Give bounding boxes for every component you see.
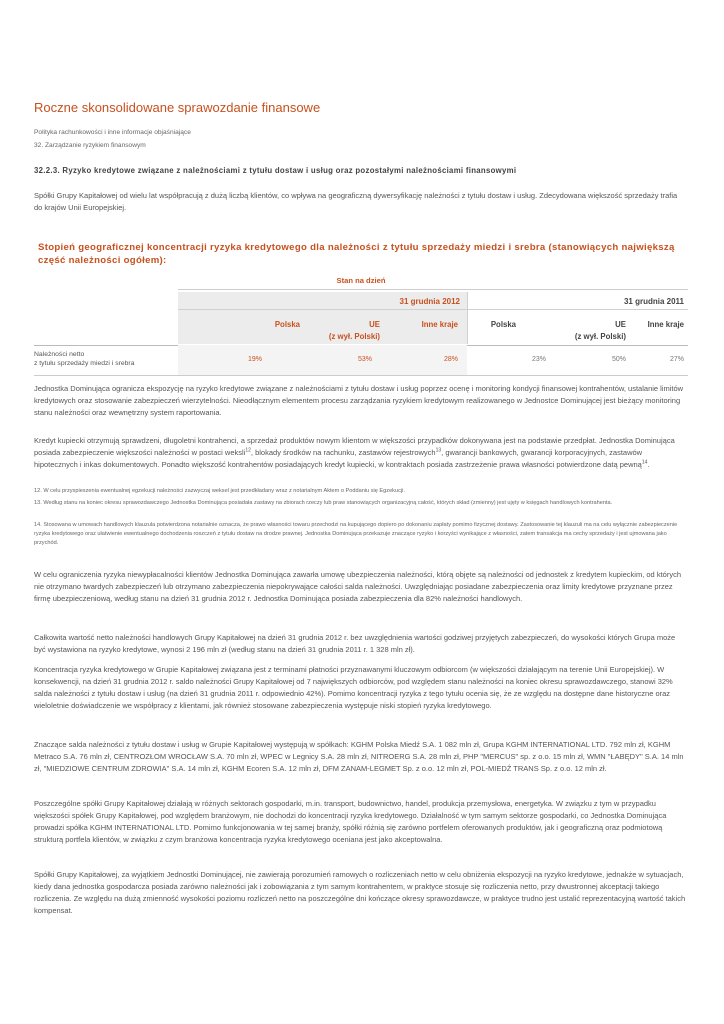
footnote-ref-12: 12 [245,447,251,454]
report-title: Roczne skonsolidowane sprawozdanie finansowe [34,100,321,115]
value-inne-2012: 28% [443,356,458,363]
paragraph-netting: Spółki Grupy Kapitałowej, za wyjątkiem Jednostki Dominującej, nie zawierają porozumień ramowych o rozliczeniach netto w celu obniżenia ekspozycji na ryzyko kredytowe, jednakże w sytuacjach, kiedy dana jednostka gospodarcza posiada zarówno należności jak i zobowiązania z tym samym kontrahentem, w praktyce stosuje się rozliczenia netto, przy dwustronnej akceptacji takiego rozliczenia. Ze względu na dużą zmienność wysokości poziomu rozliczeń netto na poszczególne dni kończące okresy sprawozdawcze, w praktyce trudno jest ustalić reprezentacyjną wartość takich kompensat. [34,870,686,915]
value-polska-2012: 19% [247,356,262,363]
date-rule [178,309,688,310]
paragraph-significant-balances: Znaczące salda należności z tytułu dostaw i usług w Grupie Kapitałowej występują w spółkach: KGHM Polska Miedź S.A. 1 082 mln zł, Grupa KGHM INTERNATIONAL LTD. 792 mln zł, KGHM Metraco S.A. 76 mln zł, CENTROZŁOM WROCŁAW S.A. 70 mln zł, WPEC w Legnicy S.A. 28 mln zł, NITROERG S.A. 28 mln zł, PHP "MERCUS" sp. z o.o. 15 mln zł, WMN "ŁABĘDY" S.A. 14 mln zł, "MIEDZIOWE CENTRUM ZDROWIA" S.A. 14 mln zł, KGHM Ecoren S.A. 12 mln zł, DFM ZANAM-LEGMET Sp. z o.o. 12 mln zł, POL-MIEDŹ TRANS Sp. z o.o. 12 mln zł. [34,740,684,773]
intro-paragraph: Spółki Grupy Kapitałowej od wielu lat współpracują z dużą liczbą klientów, co wpływa na geograficzną dywersyfikację należności z tytułu dostaw i usług. Zdecydowana większość sprzedaży trafia do krajów Unii Europejskiej. [34,191,678,212]
value-ue-2012: 53% [357,356,372,363]
table-heading: Stopień geograficznej koncentracji ryzyka kredytowego dla należności z tytułu sprzedaży miedzi i srebra (stanowiących największą część należności ogółem): [38,242,675,266]
value-polska-2011: 23% [531,356,546,363]
value-ue-2011: 50% [611,356,626,363]
column-header-polska-2011: Polska [490,320,516,329]
stan-na-dzien-label: Stan na dzień [336,276,386,285]
breadcrumb-risk-management: 32. Zarządzanie ryzykiem finansowym [34,142,146,149]
table-bottom-rule [34,375,688,376]
date-current-header: 31 grudnia 2012 [399,297,460,306]
section-heading: 32.2.3. Ryzyko kredytowe związane z należnościami z tytułu dostaw i usług oraz pozostałymi należnościami finansowymi [34,166,517,175]
column-header-polska-2012: Polska [274,320,300,329]
row-label: Należności netto z tytułu sprzedaży miedzi i srebra [34,351,135,367]
footnote-14: 14. Stosowana w umowach handlowych klauzula potwierdzona notarialnie oznacza, że prawo własności towaru przechodzi na kupującego dopiero po dokonaniu zapłaty pomimo fizycznej dostawy. Zastosowanie tej klauzuli ma na celu wyłącznie zabezpieczenie ryzyka kredytowego oraz ułatwienie ewentualnego dochodzenia roszczeń z tytułu dostaw na drodze prawnej. Jednostka Dominująca przekazuje znaczące ryzyko i korzyści wynikające z własności, zatem transakcja ma cechy sprzedaży i jest ujmowana jako przychód. [34,522,678,546]
footnote-13: 13. Według stanu na koniec okresu sprawozdawczego Jednostka Dominująca posiadała zastawy na zbiorach rzeczy lub praw stanowiących organizacyjną całość, których skład (zmienny) jest ujęty w księgach handlowych kontrahenta. [34,500,613,506]
paragraph-insurance: W celu ograniczenia ryzyka niewypłacalności klientów Jednostka Dominująca zawarła umowę ubezpieczenia należności, którą objęte są należności od jednostek z kredytem kupieckim, od których nie otrzymano twardych zabezpieczeń lub otrzymano zabezpieczenia niepokrywające całości salda należności. Uwzględniając posiadane zabezpieczenia oraz limity kredytowe przyznane przez firmę ubezpieczeniową, według stanu na dzień 31 grudnia 2012 r. Jednostka Dominująca posiada zabezpieczenia dla 82% należności handlowych. [34,570,681,603]
paragraph-net-value: Całkowita wartość netto należności handlowych Grupy Kapitałowej na dzień 31 grudnia 2012 r. bez uwzględnienia wartości godziwej przyjętych zabezpieczeń, do wysokości których Grupa może być wystawiona na ryzyko kredytowe, wynosi 2 196 mln zł (według stanu na dzień 31 grudnia 2011 r. 1 328 mln zł). [34,633,676,654]
footnote-ref-13: 13 [435,447,442,454]
paragraph-concentration: Koncentracja ryzyka kredytowego w Grupie Kapitałowej związana jest z terminami płatności przyznawanymi kluczowym odbiorcom (w większości działającym na terenie Unii Europejskiej). W konsekwencji, na dzień 31 grudnia 2012 r. saldo należności Grupy Kapitałowej od 7 największych odbiorców, pod względem stanu należności na koniec okresu sprawozdawczego, stanowi 32% salda należności z tytułu dostaw i usług (na dzień 31 grudnia 2011 r. odpowiednio 42%). Pomimo koncentracji ryzyka z tego tytułu ocenia się, że ze względu na dostępne dane historyczne oraz wieloletnie doświadczenie we współpracy z klientami, jak również stosowane zabezpieczenia występuje niski stopień ryzyka kredytowego. [34,665,673,710]
paragraph-monitoring: Jednostka Dominująca ogranicza ekspozycję na ryzyko kredytowe związane z należnościami z tytułu dostaw i usług poprzez ocenę i monitoring kondycji finansowej kontrahentów, ustalanie limitów kredytowych oraz stosowanie zabezpieczeń wierzytelności. Nieodłącznym elementem procesu zarządzania ryzykiem kredytowym realizowanego w Jednostce Dominującej jest bieżący monitoring stanu należności oraz wewnętrzny system raportowania. [34,384,684,417]
table-top-rule [178,289,688,290]
column-header-ue-2011: UE (z wył. Polski) [574,320,626,341]
column-header-ue-2012: UE (z wył. Polski) [328,320,380,341]
date-previous-header: 31 grudnia 2011 [623,297,684,306]
paragraph-sectors: Poszczególne spółki Grupy Kapitałowej działają w różnych sektorach gospodarki, m.in. transport, budownictwo, handel, produkcja przemysłowa, energetyka. W związku z tym w przypadku większości spółek Grupy Kapitałowej, pod względem branżowym, nie dochodzi do koncentracji ryzyka kredytowego. Działalność w tym samym sektorze gospodarki, co Jednostka Dominująca prowadzi spółka KGHM INTERNATIONAL LTD. Pomimo funkcjonowania w tej samej branży, spółki różnią się zarówno portfelem oferowanych produktów, jak i geograficzną oraz podmiotową strukturą portfela klientów, w związku z czym branżowa koncentracja ryzyka kredytowego oceniana jest jako akceptowalna. [34,799,667,844]
column-header-inne-2012: Inne kraje [421,320,458,329]
value-inne-2011: 27% [669,356,684,363]
column-header-inne-2011: Inne kraje [647,320,684,329]
footnote-ref-14: 14 [641,459,648,466]
breadcrumb-policy: Polityka rachunkowości i inne informacje objaśniające [34,129,191,136]
paragraph-trade-credit: Kredyt kupiecki otrzymują sprawdzeni, długoletni kontrahenci, a sprzedaż produktów nowym klientom w większości przypadków dokonywana jest na podstawie przedpłat. Jednostka Dominująca posiada zabezpieczenie większości należności w postaci weksli$^{12}$, blokady środków na rachunku, zastawów rejestrowych$^{13}$, gwarancji bankowych, gwarancji korporacyjnych, zastawów hipotecznych i inkas dokumentowych. Ponadto większość kontrahentów posiadających kredyt kupiecki, w kontraktach posiada zastrzeżenie prawa własności potwierdzone datą pewną$^{14}$. [34,436,675,469]
footnote-12: 12. W celu przyspieszenia ewentualnej egzekucji należności zazwyczaj weksel jest przedkładany wraz z notarialnym Aktem o Poddaniu się Egzekucji. [34,488,405,494]
